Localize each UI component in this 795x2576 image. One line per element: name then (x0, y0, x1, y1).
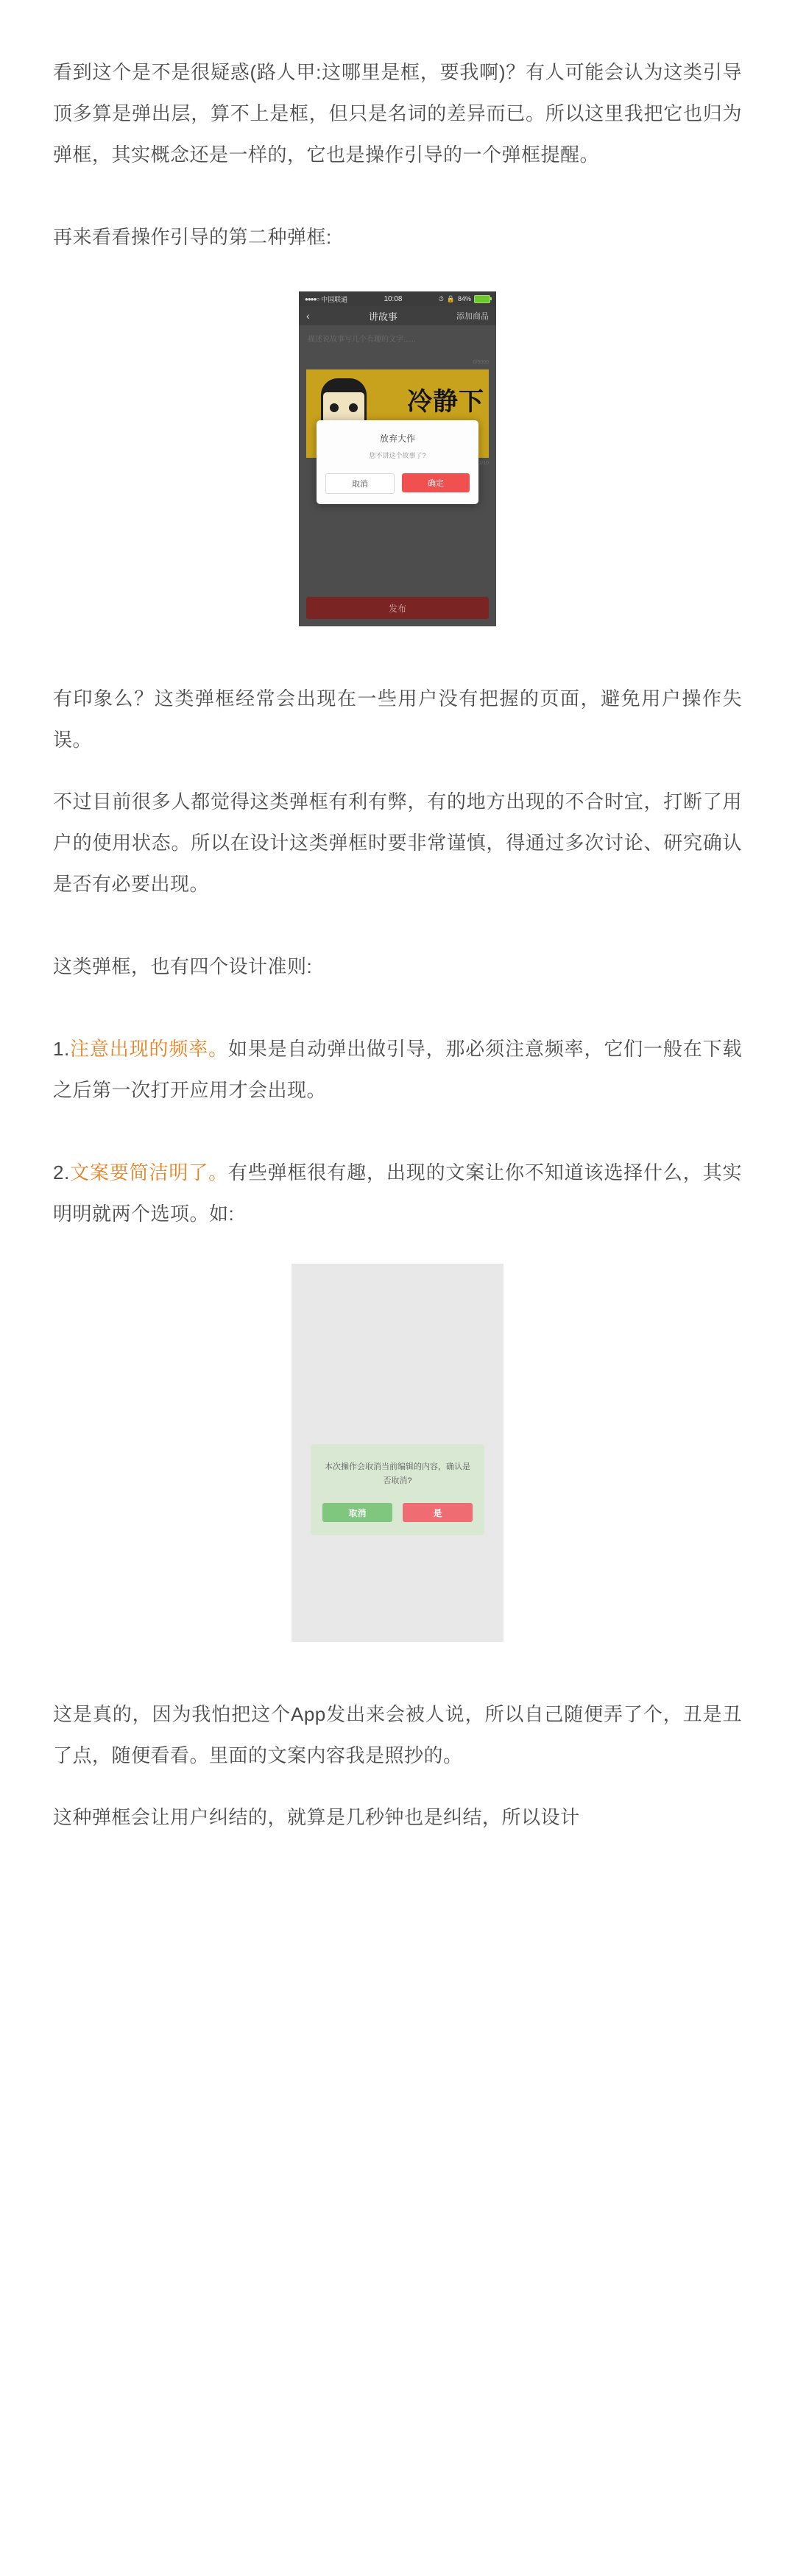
chevron-left-icon[interactable]: ‹ (306, 310, 310, 322)
status-bar-left (305, 294, 347, 304)
phone-screenshot-1 (299, 291, 496, 626)
status-time: 10:08 (384, 294, 403, 303)
signal-icon: ●●●●○ (305, 295, 319, 302)
rule-1-highlight: 注意出现的频率。 (69, 1038, 228, 1060)
mock-cancel-button[interactable]: 取消 (322, 1503, 392, 1522)
spacer-7 (0, 1642, 795, 1694)
paragraph-6 (53, 1028, 742, 1111)
paragraph-1: 看到这个是不是很疑惑(路人甲:这哪里是框，要我啊)？有人可能会认为这类引导顶多算是弹出层，算不上是框，但只是名词的差异而已。所以这里我把它也归为弹框，其实概念还是一样的，它也是操作引导的一个弹框提醒。 (53, 61, 742, 166)
dialog-cancel-button[interactable]: 取消 (325, 473, 395, 494)
mock-confirm-button[interactable]: 是 (403, 1503, 473, 1522)
phone-screenshot-2 (292, 1264, 504, 1642)
list-number-1: 1. (53, 1038, 70, 1060)
paragraph-3: 有印象么？这类弹框经常会出现在一些用户没有把握的页面，避免用户操作失误。 (53, 687, 742, 751)
status-bar (299, 291, 496, 306)
phone-screenshot-2-wrapper (0, 1264, 795, 1642)
battery-icon (474, 295, 490, 303)
dialog-message: 您不讲这个故事了? (369, 452, 426, 459)
spacer-1 (0, 175, 795, 216)
word-count-label: 0/5000 (473, 360, 489, 365)
spacer-8 (0, 1776, 795, 1797)
mock-dialog-message: 本次操作会取消当前编辑的内容，确认是否取消? (325, 1462, 470, 1485)
spacer-2 (0, 626, 795, 678)
carrier-label: 中国联通 (321, 295, 348, 303)
mock-confirm-dialog (311, 1444, 484, 1535)
spacer-top (0, 0, 795, 52)
paragraph-9: 这种弹框会让用户纠结的，就算是几秒钟也是纠结，所以设计 (53, 1806, 580, 1828)
meme-eye-right (349, 403, 358, 412)
story-text-input[interactable]: 描述说故事写几个有趣的文字...... (308, 336, 416, 344)
dialog-title: 放弃大作 (379, 434, 415, 444)
dialog-confirm-button[interactable]: 确定 (402, 473, 470, 492)
spacer-3 (0, 760, 795, 781)
paragraph-8: 这是真的，因为我怕把这个App发出来会被人说，所以自己随便弄了个，丑是丑了点，随便看看。里面的文案内容我是照抄的。 (53, 1703, 742, 1766)
paragraph-5: 这类弹框，也有四个设计准则: (53, 955, 313, 977)
nav-bar (299, 306, 496, 325)
dialog-actions (317, 473, 478, 504)
confirm-dialog (317, 420, 478, 504)
spacer-5 (0, 987, 795, 1028)
alarm-icon: ⏱ (438, 294, 444, 302)
rule-1-text: 如果是自动弹出做引导，那必须注意频率，它们一般在下载之后第一次打开应用才会出现。 (53, 1038, 742, 1101)
lock-icon: 🔒 (446, 294, 455, 302)
list-number-2: 2. (53, 1161, 70, 1183)
meme-text: 冷静下 (407, 387, 484, 417)
publish-button[interactable]: 发布 (306, 597, 489, 619)
add-product-button[interactable]: 添加商品 (456, 312, 489, 321)
page-title: 讲故事 (368, 311, 398, 322)
rule-2-highlight: 文案要简洁明了。 (69, 1161, 228, 1183)
battery-percent-label: 84% (457, 295, 471, 302)
paragraph-4: 不过目前很多人都觉得这类弹框有利有弊，有的地方出现的不合时宜，打断了用户的使用状态。所以在设计这类弹框时要非常谨慎，得通过多次讨论、研究确认是否有必要出现。 (53, 790, 742, 895)
phone-screenshot-1-wrapper (0, 291, 795, 626)
paragraph-7 (53, 1152, 742, 1234)
image-count-label: 1/10 (478, 461, 489, 466)
paragraph-2: 再来看看操作引导的第二种弹框: (53, 226, 332, 248)
spacer-6 (0, 1111, 795, 1152)
rule-2-text: 有些弹框很有趣，出现的文案让你不知道该选择什么，其实明明就两个选项。如: (53, 1161, 742, 1225)
spacer-4 (0, 905, 795, 946)
status-bar-right (439, 295, 490, 303)
mock-dialog-actions (322, 1503, 473, 1522)
meme-eye-left (330, 403, 339, 412)
